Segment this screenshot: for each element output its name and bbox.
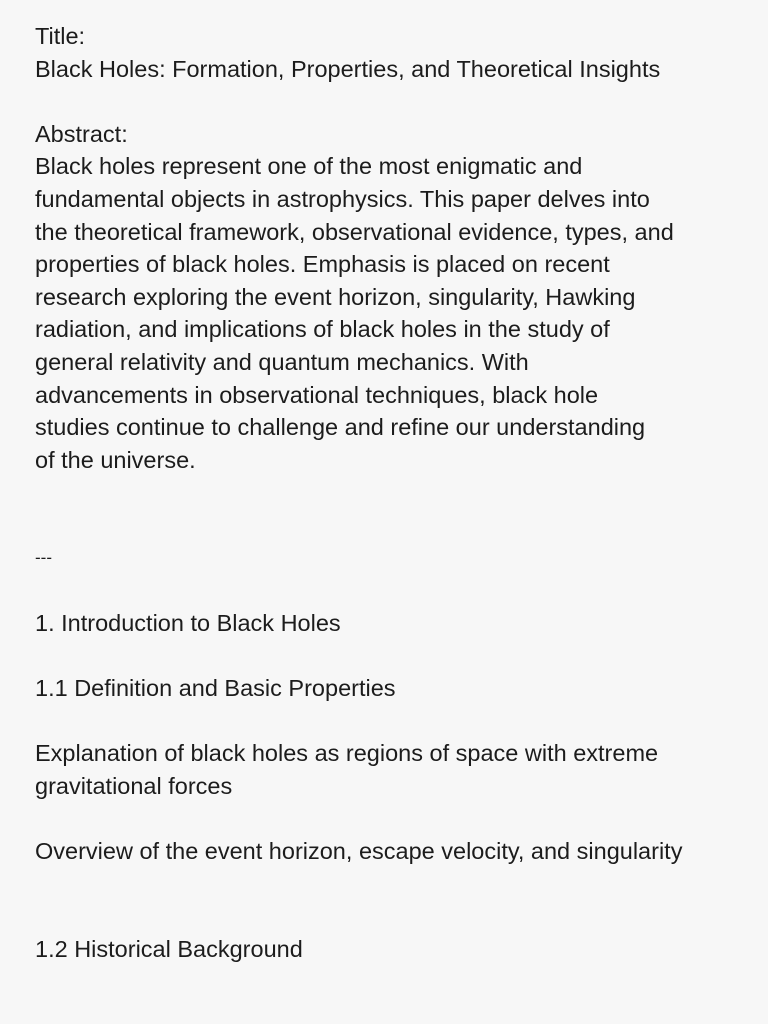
section-heading: 1. Introduction to Black Holes (35, 609, 341, 636)
abstract-line: advancements in observational techniques, black hole (35, 381, 599, 408)
abstract-line: properties of black holes. Emphasis is placed on recent (35, 251, 610, 278)
paragraph-line: gravitational forces (35, 772, 233, 799)
spacer (35, 704, 748, 737)
spacer (35, 85, 748, 118)
section-1-1-block (35, 672, 748, 705)
paragraph-line: Explanation of black holes as regions of space with extreme (35, 740, 659, 767)
subsection-heading: 1.1 Definition and Basic Properties (35, 674, 396, 701)
abstract-label: Abstract: (35, 120, 128, 147)
document-title: Black Holes: Formation, Properties, and Theoretical Insights (35, 55, 661, 82)
abstract-line: general relativity and quantum mechanics. With (35, 348, 529, 375)
section-1-2-block (35, 933, 748, 966)
spacer (35, 476, 748, 541)
title-block (35, 20, 748, 85)
section-1-block (35, 607, 748, 640)
subsection-heading: 1.2 Historical Background (35, 935, 303, 962)
separator: --- (35, 547, 52, 567)
abstract-line: research exploring the event horizon, singularity, Hawking (35, 283, 636, 310)
abstract-block (35, 118, 748, 477)
separator-block (35, 542, 748, 575)
spacer (35, 867, 748, 932)
abstract-line: the theoretical framework, observational evidence, types, and (35, 218, 674, 245)
abstract-line: fundamental objects in astrophysics. This paper delves into (35, 185, 650, 212)
abstract-line: of the universe. (35, 446, 196, 473)
paragraph (35, 835, 748, 868)
spacer (35, 802, 748, 835)
abstract-line: radiation, and implications of black holes in the study of (35, 316, 610, 343)
abstract-line: studies continue to challenge and refine our understanding (35, 414, 646, 441)
spacer (35, 639, 748, 672)
paragraph (35, 737, 748, 802)
abstract-line: Black holes represent one of the most enigmatic and (35, 153, 583, 180)
paragraph-line: Overview of the event horizon, escape velocity, and singularity (35, 837, 683, 864)
title-label: Title: (35, 23, 86, 49)
spacer (35, 574, 748, 607)
